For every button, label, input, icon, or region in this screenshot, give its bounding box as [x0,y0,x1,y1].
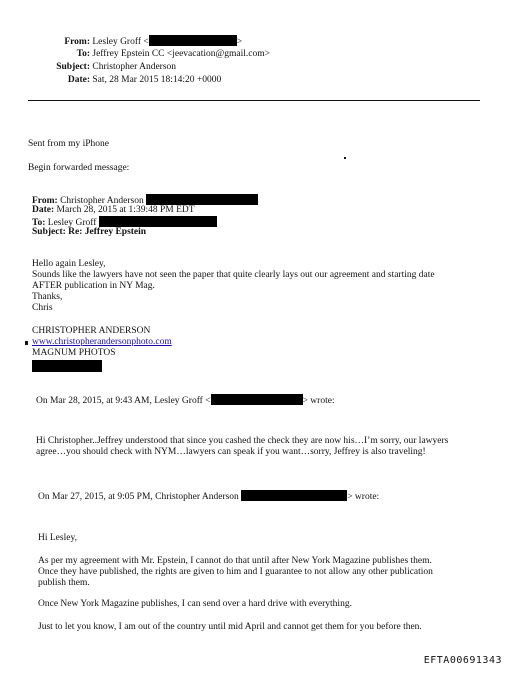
quote2-header [38,490,379,504]
fwd-date-row [32,205,195,217]
fwd-to-value: Lesley Groff [47,218,97,228]
redaction-box [211,394,303,405]
header-divider [28,100,480,101]
quote1-header-prefix: On Mar 28, 2015, at 9:43 AM, Lesley Groff < [36,396,211,406]
begin-forwarded-text: Begin forwarded message: [28,163,130,173]
header-from-row [46,35,242,49]
header-to-value: Jeffrey Epstein CC <jeevacation@gmail.com> [92,49,270,59]
signature-company: MAGNUM PHOTOS [32,348,116,358]
sent-from-text: Sent from my iPhone [28,139,110,149]
header-subject-value: Christopher Anderson [92,62,177,72]
redaction-box [146,194,258,205]
msg1-thanks: Thanks, [32,292,63,302]
header-subject-row [46,62,176,74]
header-from-after: > [236,37,243,47]
redaction-box [99,216,217,227]
signature-name: CHRISTOPHER ANDERSON [32,326,151,336]
quote2-p1-line1: As per my agreement with Mr. Epstein, I cannot do that until after New York Magazine publishes them. [38,556,432,566]
header-date-value: Sat, 28 Mar 2015 18:14:20 +0000 [92,75,222,85]
fwd-subject-value: Re: Jeffrey Epstein [68,227,147,237]
header-to-row [46,49,270,61]
msg1-greeting: Hello again Lesley, [32,259,106,269]
header-from-label: From: [64,37,90,47]
fwd-from-label: From: [32,196,58,206]
quote1-header [36,394,335,408]
speck-mark [344,157,346,159]
quote2-p1-line3: publish them. [38,578,90,588]
fwd-to-label: To: [32,218,46,228]
header-date-row [46,75,221,87]
quote2-p2: Once New York Magazine publishes, I can send over a hard drive with everything. [38,599,352,609]
quote1-line2: agree…you should check with NYM…lawyers can speak if you want…sorry, Jeffrey is also traveling! [36,447,426,457]
document-id: EFTA00691343 [423,654,502,666]
redaction-box [32,360,102,372]
quote1-header-suffix: > wrote: [302,396,335,406]
msg1-line2: AFTER publication in NY Mag. [32,281,155,291]
header-to-label: To: [76,49,90,59]
signature-website-link[interactable]: www.christopherandersonphoto.com [32,337,172,347]
quote2-header-prefix: On Mar 27, 2015, at 9:05 PM, Christopher Anderson [38,492,239,502]
header-from-value: Lesley Groff < [92,37,149,47]
quote2-header-suffix: > wrote: [347,492,380,502]
quote1-line1: Hi Christopher..Jeffrey understood that since you cashed the check they are now his…I’m sorry, our lawyers [36,436,449,446]
speck-mark [25,341,28,345]
fwd-subject-row [32,227,146,239]
fwd-subject-label: Subject: [32,227,66,237]
msg1-name: Chris [32,303,53,313]
quote2-greeting: Hi Lesley, [38,533,77,543]
redaction-box [241,490,347,501]
header-subject-label: Subject: [56,62,90,72]
quote2-p3: Just to let you know, I am out of the country until mid April and cannot get them for you before then. [38,622,422,632]
fwd-date-label: Date: [32,205,55,215]
msg1-line1: Sounds like the lawyers have not seen the paper that quite clearly lays out our agreement and starting date [32,270,435,280]
header-date-label: Date: [67,75,90,85]
quote2-p1-line2: Once they have published, the rights are given to him and I guarantee to not allow any other publication [38,567,433,577]
redaction-box [149,35,237,46]
fwd-from-value: Christopher Anderson [60,196,144,206]
signature-redaction-row [32,360,102,375]
fwd-date-value: March 28, 2015 at 1:39:48 PM EDT [56,205,195,215]
